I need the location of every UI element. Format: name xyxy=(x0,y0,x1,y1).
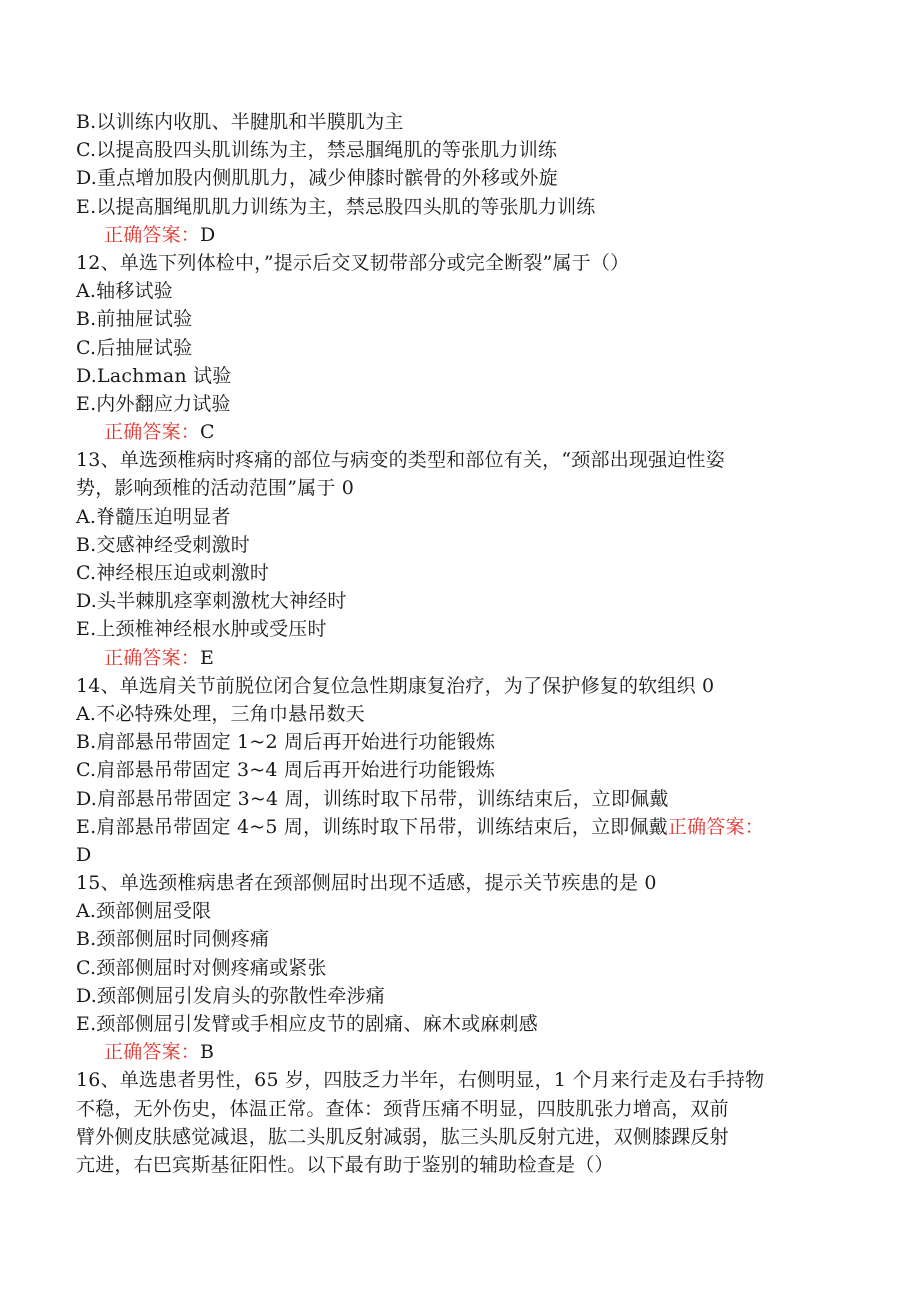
question-stem-line-1: 16、单选患者男性，65 岁，四肢乏力半年，右侧明显，1 个月来行走及右手持物 xyxy=(76,1069,765,1092)
question-16 xyxy=(76,1066,846,1179)
question-stem: 14、单选肩关节前脱位闭合复位急性期康复治疗，为了保护修复的软组织 0 xyxy=(76,674,715,697)
option-c: C.以提高股四头肌训练为主，禁忌腘绳肌的等张肌力训练 xyxy=(76,139,558,162)
question-stem-line-1: 13、单选颈椎病时疼痛的部位与病变的类型和部位有关，“颈部出现强迫性姿 xyxy=(76,449,725,472)
answer-value: E xyxy=(200,646,215,669)
answer-line xyxy=(76,221,846,249)
option-c: C.神经根压迫或刺激时 xyxy=(76,562,270,584)
document-page xyxy=(76,108,846,1179)
option-b: B.肩部悬吊带固定 1~2 周后再开始进行功能锻炼 xyxy=(76,731,496,754)
option-a: A.脊髓压迫明显者 xyxy=(76,505,231,528)
answer-value: C xyxy=(200,421,215,444)
option-b: B.以训练内收肌、半腱肌和半膜肌为主 xyxy=(76,111,404,133)
option-c: C.肩部悬吊带固定 3~4 周后再开始进行功能锻炼 xyxy=(76,759,496,782)
option-a: A.轴移试验 xyxy=(76,280,173,303)
question-stem-line-3: 臂外侧皮肤感觉减退，肱二头肌反射减弱，肱三头肌反射亢进，双侧膝踝反射 xyxy=(76,1125,729,1148)
question-stem-line-2: 势，影响颈椎的活动范围”属于 0 xyxy=(76,477,355,500)
option-b: B.交感神经受刺激时 xyxy=(76,533,251,556)
option-c: C.颈部侧屈时对侧疼痛或紧张 xyxy=(76,956,327,979)
answer-label: 正确答案： xyxy=(104,646,201,669)
answer-value: B xyxy=(200,1041,215,1064)
answer-label: 正确答案： xyxy=(667,815,764,838)
question-stem-line-2: 不稳，无外伤史，体温正常。查体：颈背压痛不明显，四肢肌张力增高，双前 xyxy=(76,1097,729,1120)
question-stem: 15、单选颈椎病患者在颈部侧屈时出现不适感，提示关节疾患的是 0 xyxy=(76,872,657,895)
option-d: D.肩部悬吊带固定 3~4 周，训练时取下吊带，训练结束后，立即佩戴 xyxy=(76,787,669,810)
option-c: C.后抽屉试验 xyxy=(76,336,193,359)
answer-line xyxy=(76,644,846,672)
answer-value: D xyxy=(76,843,92,866)
option-e: E.肩部悬吊带固定 4~5 周，训练时取下吊带，训练结束后，立即佩戴 xyxy=(76,815,668,838)
question-12 xyxy=(76,249,846,446)
option-d: D.头半棘肌痉挛刺激枕大神经时 xyxy=(76,590,347,613)
option-d: D.Lachman 试验 xyxy=(76,364,232,387)
option-a: A.不必特殊处理，三角巾悬吊数天 xyxy=(76,702,365,725)
option-e: E.上颈椎神经根水肿或受压时 xyxy=(76,618,327,641)
option-b: B.颈部侧屈时同侧疼痛 xyxy=(76,928,270,951)
question-13 xyxy=(76,446,846,672)
question-stem: 12、单选下列体检中，”提示后交叉韧带部分或完全断裂”属于（） xyxy=(76,251,630,274)
option-e: E.内外翻应力试验 xyxy=(76,392,231,415)
option-a: A.颈部侧屈受限 xyxy=(76,900,212,923)
option-e-with-answer xyxy=(76,813,846,841)
answer-label: 正确答案： xyxy=(104,223,201,246)
option-b: B.前抽屉试验 xyxy=(76,308,193,331)
answer-line xyxy=(76,418,846,446)
option-e: E.颈部侧屈引发臂或手相应皮节的剧痛、麻木或麻刺感 xyxy=(76,1013,538,1035)
answer-line xyxy=(76,1038,846,1066)
option-e: E.以提高腘绳肌肌力训练为主，禁忌股四头肌的等张肌力训练 xyxy=(76,195,596,218)
option-d: D.颈部侧屈引发肩头的弥散性牵涉痛 xyxy=(76,984,385,1007)
question-11 xyxy=(76,108,846,249)
question-stem-line-4: 亢进，右巴宾斯基征阳性。以下最有助于鉴别的辅助检查是（） xyxy=(76,1153,614,1176)
option-d: D.重点增加股内侧肌肌力，减少伸膝时髌骨的外移或外旋 xyxy=(76,167,558,190)
question-14 xyxy=(76,672,846,869)
answer-value: D xyxy=(200,223,216,246)
answer-label: 正确答案： xyxy=(104,421,201,444)
answer-label: 正确答案： xyxy=(104,1041,201,1064)
question-15 xyxy=(76,869,846,1066)
